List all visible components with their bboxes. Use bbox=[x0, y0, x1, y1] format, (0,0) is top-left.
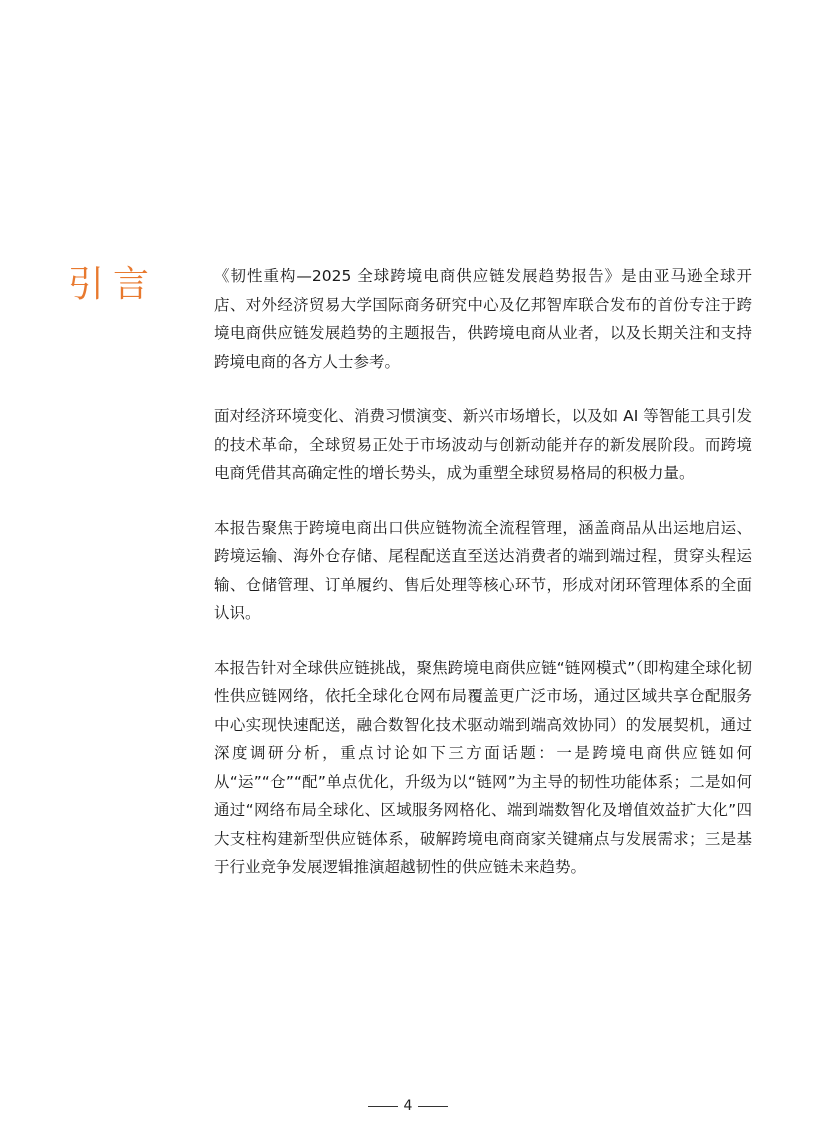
footer-dash-right bbox=[418, 1106, 448, 1107]
body-text bbox=[214, 262, 752, 908]
paragraph-1: 《韧性重构—2025 全球跨境电商供应链发展趋势报告》是由亚马逊全球开店、对外经济贸易大学国际商务研究中心及亿邦智库联合发布的首份专注于跨境电商供应链发展趋势的主题报告，供跨境电商从业者，以及长期关注和支持跨境电商的各方人士参考。 bbox=[214, 267, 752, 371]
page-number: 4 bbox=[403, 1098, 413, 1114]
footer-dash-left bbox=[368, 1106, 398, 1107]
section-heading: 引言 bbox=[68, 264, 159, 305]
paragraph-4: 本报告针对全球供应链挑战，聚焦跨境电商供应链“链网模式”（即构建全球化韧性供应链网络，依托全球化仓网布局覆盖更广泛市场，通过区域共享仓配服务中心实现快速配送，融合数智化技术驱动端到端高效协同）的发展契机，通过深度调研分析，重点讨论如下三方面话题：一是跨境电商供应链如何从“运”“仓”“配”单点优化，升级为以“链网”为主导的韧性功能体系；二是如何通过“网络布局全球化、区域服务网格化、端到端数智化及增值效益扩大化”四大支柱构建新型供应链体系，破解跨境电商商家关键痛点与发展需求；三是基于行业竞争发展逻辑推演超越韧性的供应链未来趋势。 bbox=[214, 658, 752, 876]
paragraph-3: 本报告聚焦于跨境电商出口供应链物流全流程管理，涵盖商品从出运地启运、跨境运输、海外仓存储、尾程配送直至送达消费者的端到端过程，贯穿头程运输、仓储管理、订单履约、售后处理等核心环节，形成对闭环管理体系的全面认识。 bbox=[214, 518, 752, 622]
paragraph-2: 面对经济环境变化、消费习惯演变、新兴市场增长，以及如 AI 等智能工具引发的技术革命，全球贸易正处于市场波动与创新动能并存的新发展阶段。而跨境电商凭借其高确定性的增长势头，成为重塑全球贸易格局的积极力量。 bbox=[214, 407, 752, 482]
page-footer bbox=[0, 1096, 816, 1116]
